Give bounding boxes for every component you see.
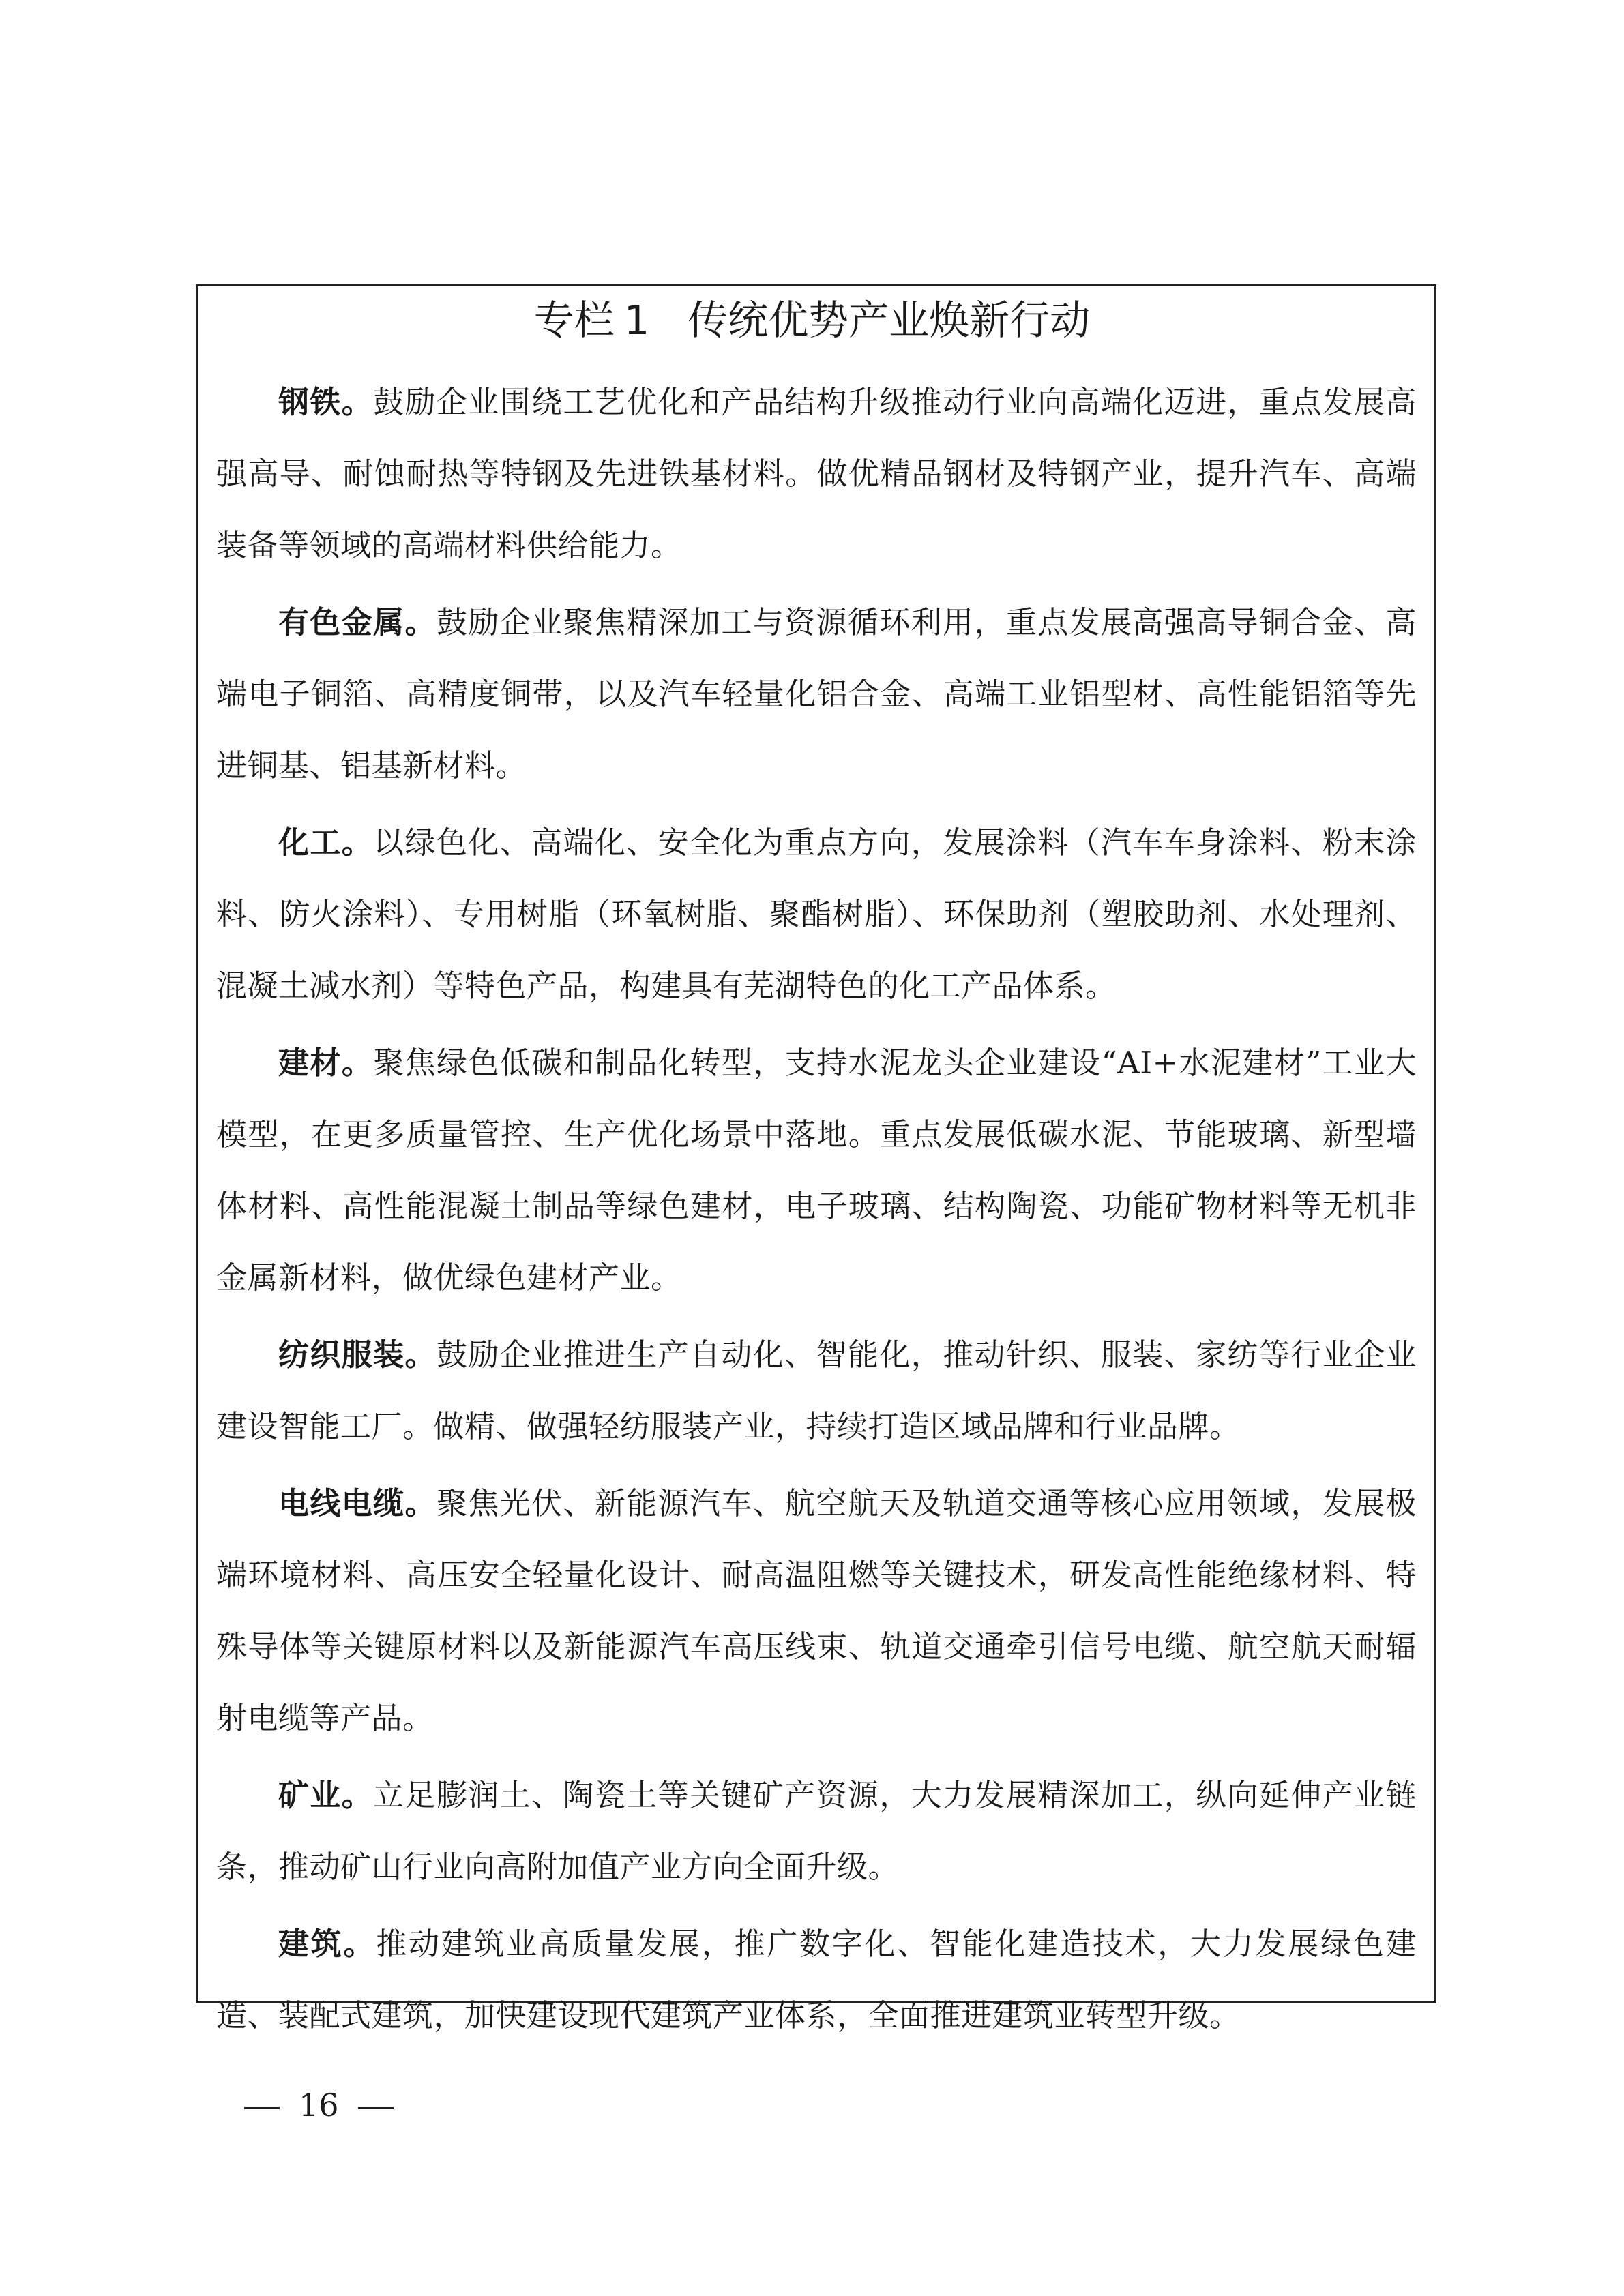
column-title-text: 传统优势产业焕新行动: [688, 297, 1091, 344]
paragraph-lead: 有色金属。: [278, 604, 437, 640]
paragraph-mining: [216, 1759, 1417, 1903]
column-title: [0, 293, 1624, 348]
column-content: [216, 366, 1417, 2057]
paragraph-textile-apparel: [216, 1319, 1417, 1462]
paragraph-lead: 化工。: [278, 824, 374, 861]
paragraph-text: 推动建筑业高质量发展，推广数字化、智能化建造技术，大力发展绿色建造、装配式建筑，加快建设现代建筑产业体系，全面推进建筑业转型升级。: [216, 1926, 1417, 2033]
paragraph-lead: 矿业。: [278, 1777, 374, 1813]
paragraph-text: 聚焦绿色低碳和制品化转型，支持水泥龙头企业建设“AI+水泥建材”工业大模型，在更多质量管控、生产优化场景中落地。重点发展低碳水泥、节能玻璃、新型墙体材料、高性能混凝土制品等绿色建材，电子玻璃、结构陶瓷、功能矿物材料等无机非金属新材料，做优绿色建材产业。: [216, 1045, 1417, 1296]
paragraph-nonferrous-metals: [216, 586, 1417, 801]
page-number: [244, 2081, 394, 2129]
paragraph-wire-cable: [216, 1467, 1417, 1754]
paragraph-steel: [216, 366, 1417, 581]
paragraph-construction: [216, 1908, 1417, 2051]
paragraph-text: 聚焦光伏、新能源汽车、航空航天及轨道交通等核心应用领域，发展极端环境材料、高压安全轻量化设计、耐高温阻燃等关键技术，研发高性能绝缘材料、特殊导体等关键原材料以及新能源汽车高压线束、轨道交通牵引信号电缆、航空航天耐辐射电缆等产品。: [216, 1485, 1417, 1736]
paragraph-lead: 钢铁。: [278, 384, 374, 420]
paragraph-text: 鼓励企业聚焦精深加工与资源循环利用，重点发展高强高导铜合金、高端电子铜箔、高精度铜带，以及汽车轻量化铝合金、高端工业铝型材、高性能铝箔等先进铜基、铝基新材料。: [216, 604, 1417, 784]
paragraph-lead: 纺织服装。: [278, 1337, 437, 1373]
paragraph-lead: 电线电缆。: [278, 1485, 437, 1521]
page-number-dash-right: [358, 2107, 394, 2109]
paragraph-text: 鼓励企业推进生产自动化、智能化，推动针织、服装、家纺等行业企业建设智能工厂。做精、做强轻纺服装产业，持续打造区域品牌和行业品牌。: [216, 1337, 1417, 1444]
paragraph-lead: 建材。: [278, 1045, 374, 1081]
column-title-prefix: 专栏: [533, 297, 615, 344]
paragraph-building-materials: [216, 1027, 1417, 1313]
paragraph-text: 以绿色化、高端化、安全化为重点方向，发展涂料（汽车车身涂料、粉末涂料、防火涂料）、专用树脂（环氧树脂、聚酯树脂）、环保助剂（塑胶助剂、水处理剂、混凝土减水剂）等特色产品，构建具有芜湖特色的化工产品体系。: [216, 824, 1417, 1004]
page-number-dash-left: [244, 2107, 280, 2109]
page-number-value: 16: [299, 2087, 339, 2123]
paragraph-text: 立足膨润土、陶瓷土等关键矿产资源，大力发展精深加工，纵向延伸产业链条，推动矿山行业向高附加值产业方向全面升级。: [216, 1777, 1417, 1885]
column-title-number: 1: [623, 297, 650, 344]
paragraph-lead: 建筑。: [278, 1926, 377, 1962]
paragraph-text: 鼓励企业围绕工艺优化和产品结构升级推动行业向高端化迈进，重点发展高强高导、耐蚀耐热等特钢及先进铁基材料。做优精品钢材及特钢产业，提升汽车、高端装备等领域的高端材料供给能力。: [216, 384, 1417, 563]
paragraph-chemical: [216, 807, 1417, 1022]
